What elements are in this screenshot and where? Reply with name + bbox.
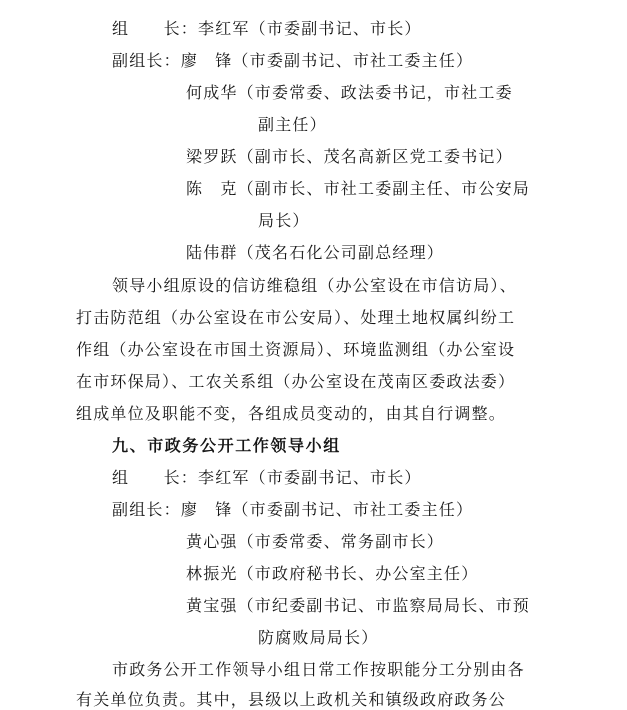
group8-deputy-line-4-cont <box>258 211 310 231</box>
group8-deputy-line-3 <box>186 147 513 167</box>
deputy-entry: 林振光（市政府秘书长、办公室主任） <box>186 564 479 583</box>
group8-leader-line <box>112 19 422 39</box>
deputy-entry: 黄宝强（市纪委副书记、市监察局局长、市预 <box>186 596 531 615</box>
group9-deputy-line-2 <box>186 532 444 552</box>
deputy-entry-continuation: 局长） <box>258 211 310 230</box>
group9-deputy-line-4 <box>186 596 530 616</box>
section-heading-text: 九、市政务公开工作领导小组 <box>112 436 341 455</box>
paragraph-text: 作组（办公室设在市国土资源局）、环境监测组（办公室设 <box>76 340 516 359</box>
group8-paragraph-line-2 <box>76 308 515 328</box>
section-heading <box>112 436 341 456</box>
deputy-entry: 何成华（市委常委、政法委书记，市社工委 <box>186 83 513 102</box>
leader-entry: 李红军（市委副书记、市长） <box>198 19 422 38</box>
group8-deputy-line-4 <box>186 179 530 199</box>
leader-entry: 李红军（市委副书记、市长） <box>198 468 422 487</box>
deputy-entry: 黄心强（市委常委、常务副市长） <box>186 532 445 551</box>
deputy-entry-continuation: 防腐败局局长） <box>258 628 379 647</box>
deputy-entry: 廖 锋（市委副书记、市社工委主任） <box>180 51 474 70</box>
group9-deputy-line-4-cont <box>258 628 378 648</box>
deputy-label: 副组长： <box>112 500 181 519</box>
group8-paragraph-line-1 <box>112 276 517 296</box>
deputy-entry: 梁罗跃（副市长、茂名高新区党工委书记） <box>186 147 513 166</box>
paragraph-text: 领导小组原设的信访维稳组（办公室设在市信访局）、 <box>112 276 517 295</box>
group9-deputy-line-3 <box>186 564 478 584</box>
leader-label: 组 长： <box>112 468 199 487</box>
paragraph-text: 组成单位及职能不变，各组成员变动的，由其自行调整。 <box>76 404 507 423</box>
paragraph-text: 在市环保局）、工农关系组（办公室设在茂南区委政法委） <box>76 372 516 391</box>
deputy-entry: 陈 克（副市长、市社工委副主任、市公安局 <box>186 179 531 198</box>
group9-deputy-line-1 <box>112 500 473 520</box>
group8-deputy-line-5 <box>186 243 444 263</box>
group9-paragraph-line-1 <box>112 660 525 680</box>
paragraph-text: 打击防范组（办公室设在市公安局）、处理土地权属纠纷工 <box>76 308 516 327</box>
group8-paragraph-line-5 <box>76 404 506 424</box>
leader-label: 组 长： <box>112 19 199 38</box>
group8-paragraph-line-3 <box>76 340 515 360</box>
group8-deputy-line-2 <box>186 83 513 103</box>
deputy-entry: 廖 锋（市委副书记、市社工委主任） <box>180 500 474 519</box>
paragraph-text: 市政务公开工作领导小组日常工作按职能分工分别由各 <box>112 660 525 679</box>
deputy-entry: 陆伟群（茂名石化公司副总经理） <box>186 243 445 262</box>
group9-leader-line <box>112 468 422 488</box>
paragraph-text: 有关单位负责。其中，县级以上政机关和镇级政府政务公 <box>76 690 507 709</box>
group8-paragraph-line-4 <box>76 372 515 392</box>
group9-paragraph-line-2 <box>76 690 506 710</box>
deputy-entry-continuation: 副主任） <box>258 115 327 134</box>
group8-deputy-line-1 <box>112 51 473 71</box>
deputy-label: 副组长： <box>112 51 181 70</box>
group8-deputy-line-2-cont <box>258 115 327 135</box>
